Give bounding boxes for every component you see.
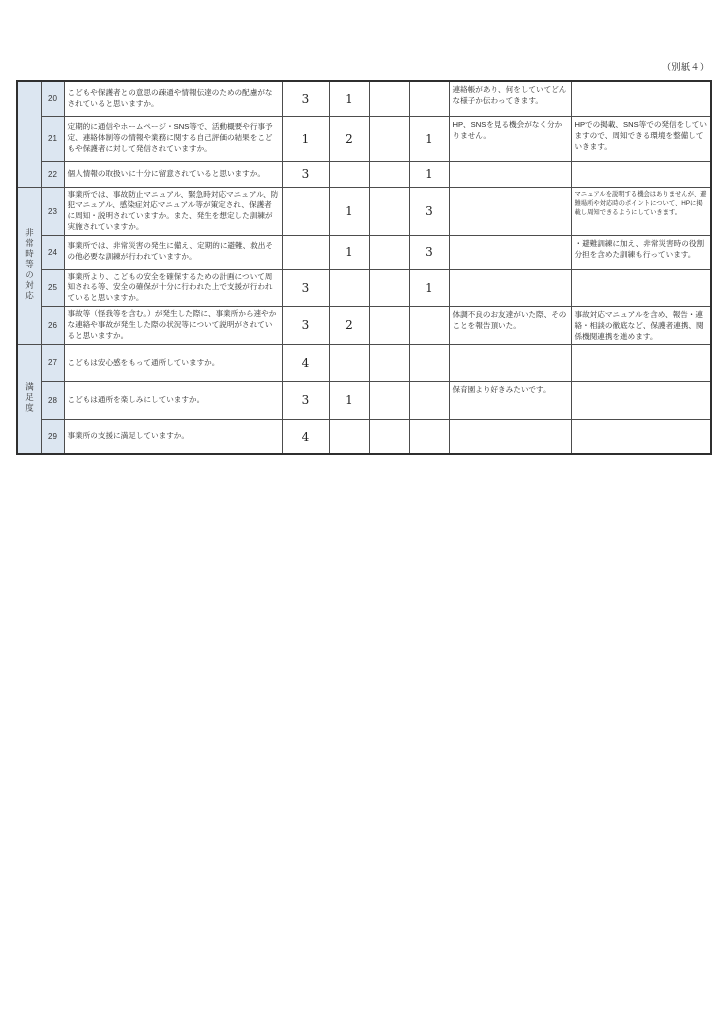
office-response <box>571 344 711 381</box>
row-number: 24 <box>41 235 64 269</box>
table-row <box>17 306 711 344</box>
parent-comment: 体調不良のお友達がいた際、そのことを報告頂いた。 <box>449 306 571 344</box>
parent-comment <box>449 269 571 306</box>
score-col2-cell: 2 <box>329 306 369 344</box>
group-label: 満足度 <box>24 382 35 414</box>
row-number: 25 <box>41 269 64 306</box>
score-col3-cell <box>369 306 409 344</box>
parent-comment <box>449 419 571 454</box>
score-col2-cell: 2 <box>329 116 369 161</box>
row-number: 22 <box>41 161 64 187</box>
score-col1-cell: 3 <box>282 269 329 306</box>
score-col3-cell <box>369 235 409 269</box>
table-row <box>17 81 711 116</box>
question-text: 事業所では、事故防止マニュアル、緊急時対応マニュアル、防犯マニュアル、感染症対応マニュアル等が策定され、保護者に周知・説明されていますか。また、発生を想定した訓練が実施されていますか。 <box>64 187 282 235</box>
score-col2-cell <box>329 269 369 306</box>
question-text: 事業所より、こどもの安全を確保するための計画について周知される等、安全の確保が十分に行われた上で支援が行われていると思いますか。 <box>64 269 282 306</box>
score-col2-cell: 1 <box>329 81 369 116</box>
table-row <box>17 161 711 187</box>
office-response: 事故対応マニュアルを含め、報告・連絡・相談の徹底など、保護者連携、関係機関連携を進めます。 <box>571 306 711 344</box>
score-col4-cell: 3 <box>409 235 449 269</box>
table-row <box>17 235 711 269</box>
parent-comment: HP、SNSを見る機会がなく分かりません。 <box>449 116 571 161</box>
score-col4-cell <box>409 381 449 419</box>
score-col1-cell: 4 <box>282 419 329 454</box>
office-response: ・避難訓練に加え、非常災害時の役割分担を含めた訓練も行っています。 <box>571 235 711 269</box>
row-number: 27 <box>41 344 64 381</box>
question-text: 事故等（怪我等を含む。）が発生した際に、事業所から速やかな連絡や事故が発生した際の状況等について説明がされていると思いますか。 <box>64 306 282 344</box>
score-col1-cell: 3 <box>282 81 329 116</box>
table-row <box>17 344 711 381</box>
question-text: 事業所では、非常災害の発生に備え、定期的に避難、救出その他必要な訓練が行われていますか。 <box>64 235 282 269</box>
question-text: こどもは安心感をもって通所していますか。 <box>64 344 282 381</box>
question-text: こどもは通所を楽しみにしていますか。 <box>64 381 282 419</box>
table-row <box>17 419 711 454</box>
parent-comment: 連絡帳があり、何をしていてどんな様子か伝わってきます。 <box>449 81 571 116</box>
office-response <box>571 81 711 116</box>
score-col2-cell: 1 <box>329 381 369 419</box>
group-label-cell <box>17 344 41 454</box>
parent-comment <box>449 187 571 235</box>
score-col1-cell <box>282 235 329 269</box>
attachment-label: （別紙４） <box>662 62 710 72</box>
score-col2-cell <box>329 419 369 454</box>
score-col3-cell <box>369 81 409 116</box>
parent-comment <box>449 235 571 269</box>
parent-comment <box>449 344 571 381</box>
score-col1-cell: 3 <box>282 381 329 419</box>
score-col4-cell: 1 <box>409 161 449 187</box>
table-row <box>17 381 711 419</box>
office-response <box>571 419 711 454</box>
score-col1-cell: 1 <box>282 116 329 161</box>
office-response: HPでの掲載、SNS等での発信をしていますので、周知できる環境を整備していきます。 <box>571 116 711 161</box>
score-col1-cell <box>282 187 329 235</box>
score-col1-cell: 3 <box>282 306 329 344</box>
office-response <box>571 381 711 419</box>
score-col4-cell <box>409 419 449 454</box>
table-row <box>17 269 711 306</box>
score-col3-cell <box>369 381 409 419</box>
score-col2-cell: 1 <box>329 187 369 235</box>
question-text: 個人情報の取扱いに十分に留意されていると思いますか。 <box>64 161 282 187</box>
score-col2-cell <box>329 161 369 187</box>
score-col4-cell <box>409 306 449 344</box>
table-row <box>17 187 711 235</box>
score-col3-cell <box>369 116 409 161</box>
parent-comment: 保育園より好きみたいです。 <box>449 381 571 419</box>
score-col4-cell: 3 <box>409 187 449 235</box>
score-col1-cell: 3 <box>282 161 329 187</box>
parent-comment <box>449 161 571 187</box>
score-col4-cell <box>409 344 449 381</box>
score-col4-cell <box>409 81 449 116</box>
group-label: 非常時等の対応 <box>24 227 35 302</box>
row-number: 28 <box>41 381 64 419</box>
row-number: 29 <box>41 419 64 454</box>
row-number: 20 <box>41 81 64 116</box>
score-col3-cell <box>369 269 409 306</box>
score-col4-cell: 1 <box>409 269 449 306</box>
score-col2-cell <box>329 344 369 381</box>
table-row <box>17 116 711 161</box>
row-number: 23 <box>41 187 64 235</box>
office-response: マニュアルを説明する機会はありませんが、避難場所や対応時のポイントについて、HPに掲載し周知できるようにしていきます。 <box>571 187 711 235</box>
score-col2-cell: 1 <box>329 235 369 269</box>
office-response <box>571 161 711 187</box>
score-col3-cell <box>369 161 409 187</box>
score-col3-cell <box>369 344 409 381</box>
score-col4-cell: 1 <box>409 116 449 161</box>
score-col1-cell: 4 <box>282 344 329 381</box>
evaluation-table <box>16 80 712 455</box>
group-label-cell <box>17 81 41 187</box>
office-response <box>571 269 711 306</box>
question-text: 事業所の支援に満足していますか。 <box>64 419 282 454</box>
question-text: こどもや保護者との意思の疎通や情報伝達のための配慮がなされていると思いますか。 <box>64 81 282 116</box>
group-label-cell <box>17 187 41 344</box>
score-col3-cell <box>369 419 409 454</box>
row-number: 21 <box>41 116 64 161</box>
row-number: 26 <box>41 306 64 344</box>
question-text: 定期的に通信やホームページ・SNS等で、活動概要や行事予定、連絡体制等の情報や業務に関する自己評価の結果をこどもや保護者に対して発信されていますか。 <box>64 116 282 161</box>
score-col3-cell <box>369 187 409 235</box>
